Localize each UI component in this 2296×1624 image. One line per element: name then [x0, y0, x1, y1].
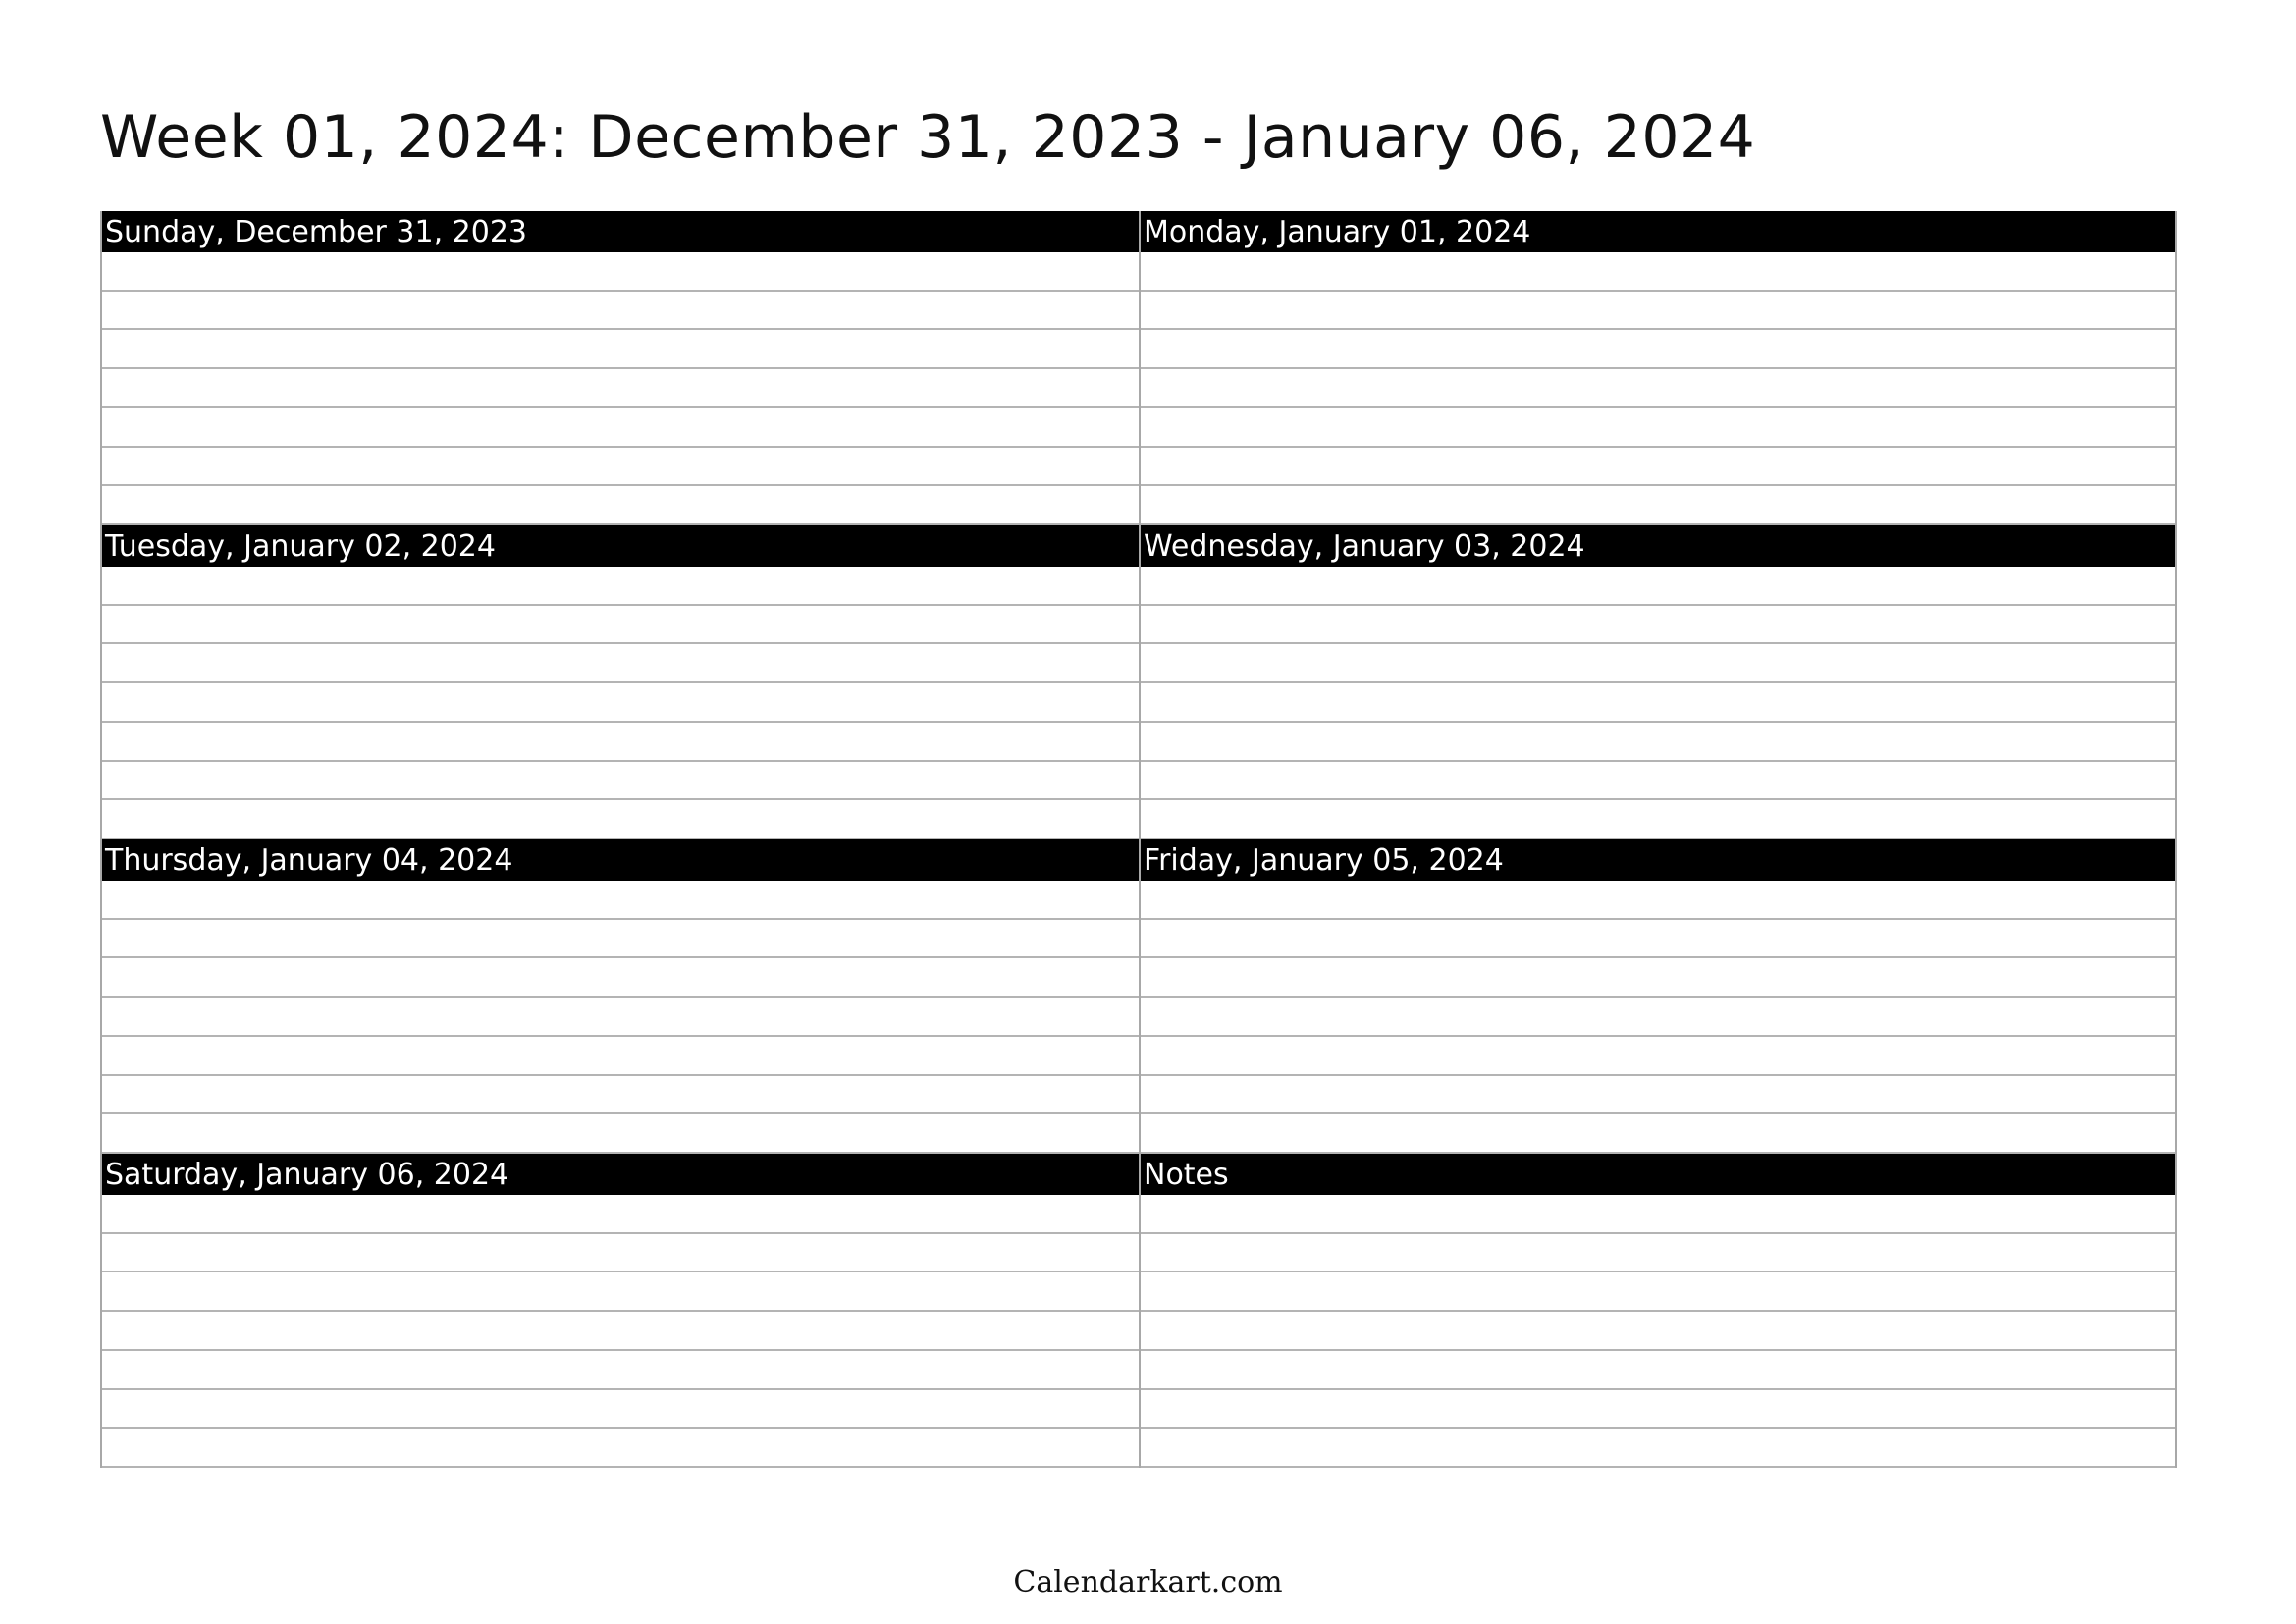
write-line[interactable]: [1141, 1351, 2175, 1390]
week-planner-grid: [100, 211, 2177, 1468]
write-line[interactable]: [1141, 292, 2175, 331]
write-line[interactable]: [1141, 408, 2175, 448]
write-line[interactable]: [1141, 998, 2175, 1037]
day-block-tuesday: [100, 525, 1139, 839]
day-header: Tuesday, January 02, 2024: [102, 525, 1139, 567]
day-block-friday: [1139, 839, 2177, 1154]
write-line[interactable]: [1141, 1114, 2175, 1154]
write-line[interactable]: [102, 1351, 1139, 1390]
day-header: Thursday, January 04, 2024: [102, 839, 1139, 881]
write-line[interactable]: [102, 1195, 1139, 1234]
write-line[interactable]: [1141, 369, 2175, 408]
writing-lines: [1141, 567, 2175, 839]
write-line[interactable]: [1141, 958, 2175, 998]
write-line[interactable]: [102, 408, 1139, 448]
write-line[interactable]: [1141, 1076, 2175, 1115]
write-line[interactable]: [1141, 1195, 2175, 1234]
notes-block: [1139, 1154, 2177, 1468]
write-line[interactable]: [102, 1076, 1139, 1115]
write-line[interactable]: [102, 723, 1139, 762]
write-line[interactable]: [1141, 762, 2175, 801]
day-header: Wednesday, January 03, 2024: [1141, 525, 2175, 567]
day-block-sunday: [100, 211, 1139, 525]
day-block-thursday: [100, 839, 1139, 1154]
write-line[interactable]: [102, 567, 1139, 606]
write-line[interactable]: [1141, 486, 2175, 525]
write-line[interactable]: [102, 1114, 1139, 1154]
write-line[interactable]: [1141, 1234, 2175, 1273]
write-line[interactable]: [1141, 567, 2175, 606]
write-line[interactable]: [1141, 920, 2175, 959]
day-header: Saturday, January 06, 2024: [102, 1154, 1139, 1195]
write-line[interactable]: [102, 644, 1139, 683]
write-line[interactable]: [102, 330, 1139, 369]
writing-lines: [102, 567, 1139, 839]
writing-lines: [102, 252, 1139, 525]
write-line[interactable]: [102, 369, 1139, 408]
write-line[interactable]: [102, 1429, 1139, 1468]
write-line[interactable]: [1141, 1390, 2175, 1430]
write-line[interactable]: [102, 683, 1139, 723]
write-line[interactable]: [102, 998, 1139, 1037]
writing-lines: [1141, 1195, 2175, 1468]
write-line[interactable]: [1141, 1272, 2175, 1312]
writing-lines: [1141, 252, 2175, 525]
write-line[interactable]: [102, 292, 1139, 331]
write-line[interactable]: [102, 1272, 1139, 1312]
write-line[interactable]: [102, 881, 1139, 920]
notes-header: Notes: [1141, 1154, 2175, 1195]
writing-lines: [102, 881, 1139, 1154]
write-line[interactable]: [102, 800, 1139, 839]
write-line[interactable]: [1141, 330, 2175, 369]
writing-lines: [102, 1195, 1139, 1468]
write-line[interactable]: [1141, 1037, 2175, 1076]
write-line[interactable]: [102, 1037, 1139, 1076]
day-header: Friday, January 05, 2024: [1141, 839, 2175, 881]
day-header: Monday, January 01, 2024: [1141, 211, 2175, 252]
write-line[interactable]: [1141, 644, 2175, 683]
write-line[interactable]: [1141, 1312, 2175, 1351]
write-line[interactable]: [102, 486, 1139, 525]
write-line[interactable]: [1141, 606, 2175, 645]
write-line[interactable]: [102, 1312, 1139, 1351]
write-line[interactable]: [1141, 252, 2175, 292]
write-line[interactable]: [102, 448, 1139, 487]
write-line[interactable]: [102, 1390, 1139, 1430]
page-title: Week 01, 2024: December 31, 2023 - January 06, 2024: [100, 103, 1756, 172]
write-line[interactable]: [102, 958, 1139, 998]
write-line[interactable]: [1141, 881, 2175, 920]
writing-lines: [1141, 881, 2175, 1154]
day-block-monday: [1139, 211, 2177, 525]
write-line[interactable]: [1141, 723, 2175, 762]
write-line[interactable]: [1141, 448, 2175, 487]
write-line[interactable]: [1141, 800, 2175, 839]
write-line[interactable]: [102, 1234, 1139, 1273]
write-line[interactable]: [102, 606, 1139, 645]
footer-credit: Calendarkart.com: [1013, 1565, 1283, 1599]
day-header: Sunday, December 31, 2023: [102, 211, 1139, 252]
write-line[interactable]: [1141, 1429, 2175, 1468]
write-line[interactable]: [1141, 683, 2175, 723]
write-line[interactable]: [102, 920, 1139, 959]
day-block-wednesday: [1139, 525, 2177, 839]
write-line[interactable]: [102, 252, 1139, 292]
write-line[interactable]: [102, 762, 1139, 801]
day-block-saturday: [100, 1154, 1139, 1468]
